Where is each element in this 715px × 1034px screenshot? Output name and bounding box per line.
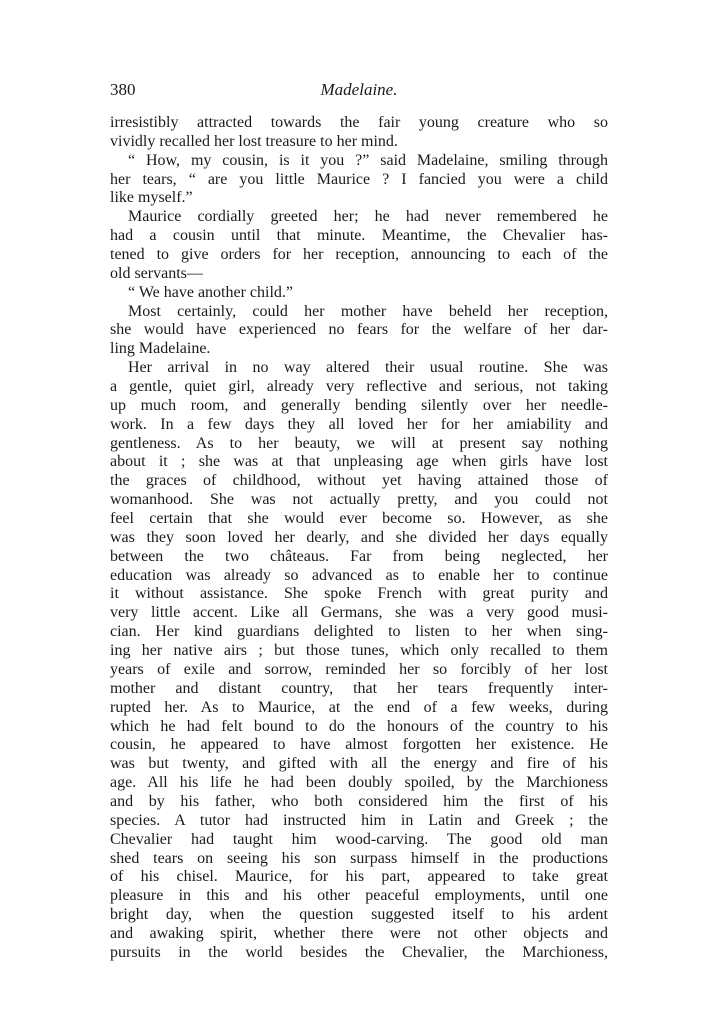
text-line: and awaking spirit, whether there were not other objects and [110,924,608,942]
text-line: about it ; she was at that unpleasing age when girls have lost [110,453,608,471]
text-line: was they soon loved her dearly, and she divided her days equally [110,528,608,546]
text-line: very little accent. Like all Germans, she was a very good musi- [110,604,608,622]
text-line: between the two châteaus. Far from being neglected, her [110,547,608,565]
text-line: she would have experienced no fears for the welfare of her dar- [110,321,608,339]
text-line: womanhood. She was not actually pretty, and you could not [110,491,608,509]
text-line: “ We have another child.” [128,283,294,301]
text-line: Chevalier had taught him wood-carving. The good old man [110,830,608,848]
text-line: education was already so advanced as to enable her to continue [110,566,608,584]
text-line: cousin, he appeared to have almost forgotten her existence. He [110,736,608,754]
text-line: pursuits in the world besides the Chevalier, the Marchioness, [110,943,608,961]
text-line: pleasure in this and his other peaceful employments, until one [110,887,608,905]
text-line: a gentle, quiet girl, already very reflective and serious, not taking [110,378,608,396]
text-line: cian. Her kind guardians delighted to listen to her when sing- [110,623,608,641]
text-line: it without assistance. She spoke French with great purity and [110,585,608,603]
text-line: gentleness. As to her beauty, we will at present say nothing [110,434,608,452]
text-line: years of exile and sorrow, reminded her so forcibly of her lost [110,660,608,678]
text-line: and by his father, who both considered him the first of his [110,792,608,810]
text-line: the graces of childhood, without yet having attained those of [110,472,608,490]
text-line: irresistibly attracted towards the fair young creature who so [110,114,608,131]
text-line: work. In a few days they all loved her for her amiability and [110,415,608,433]
text-line: mother and distant country, that her tears frequently inter- [110,679,608,697]
text-line: shed tears on seeing his son surpass himself in the productions [110,849,608,867]
text-line: “ How, my cousin, is it you ?” said Madelaine, smiling through [128,151,608,169]
text-line: Maurice cordially greeted her; he had never remembered he [128,208,608,226]
text-line: tened to give orders for her reception, announcing to each of the [110,246,608,264]
text-line: ing her native airs ; but those tunes, which only recalled to them [110,642,608,660]
text-line: of his chisel. Maurice, for his part, appeared to take great [110,868,608,886]
text-line: which he had felt bound to do the honours of the country to his [110,717,608,735]
text-line: up much room, and generally bending silently over her needle- [110,396,608,414]
text-line: feel certain that she would ever become so. However, as she [110,510,608,528]
page-number: 380 [110,80,136,99]
text-line: age. All his life he had been doubly spoiled, by the Marchioness [110,774,608,792]
text-line: Most certainly, could her mother have beheld her reception, [128,302,608,320]
text-line: her tears, “ are you little Maurice ? I fancied you were a child [110,170,608,188]
body-text [110,114,608,963]
running-title: Madelaine. [320,80,398,99]
text-line: old servants— [110,264,203,282]
text-line: bright day, when the question suggested itself to his ardent [110,906,608,924]
text-line: ling Madelaine. [110,340,211,358]
text-line: like myself.” [110,189,193,207]
text-line: vividly recalled her lost treasure to her mind. [110,132,398,150]
text-line: rupted her. As to Maurice, at the end of a few weeks, during [110,698,608,716]
page-header [110,80,608,104]
text-line: species. A tutor had instructed him in Latin and Greek ; the [110,811,608,829]
text-line: had a cousin until that minute. Meantime, the Chevalier has- [110,227,608,245]
text-line: was but twenty, and gifted with all the energy and fire of his [110,755,608,773]
text-line: Her arrival in no way altered their usual routine. She was [128,359,608,377]
